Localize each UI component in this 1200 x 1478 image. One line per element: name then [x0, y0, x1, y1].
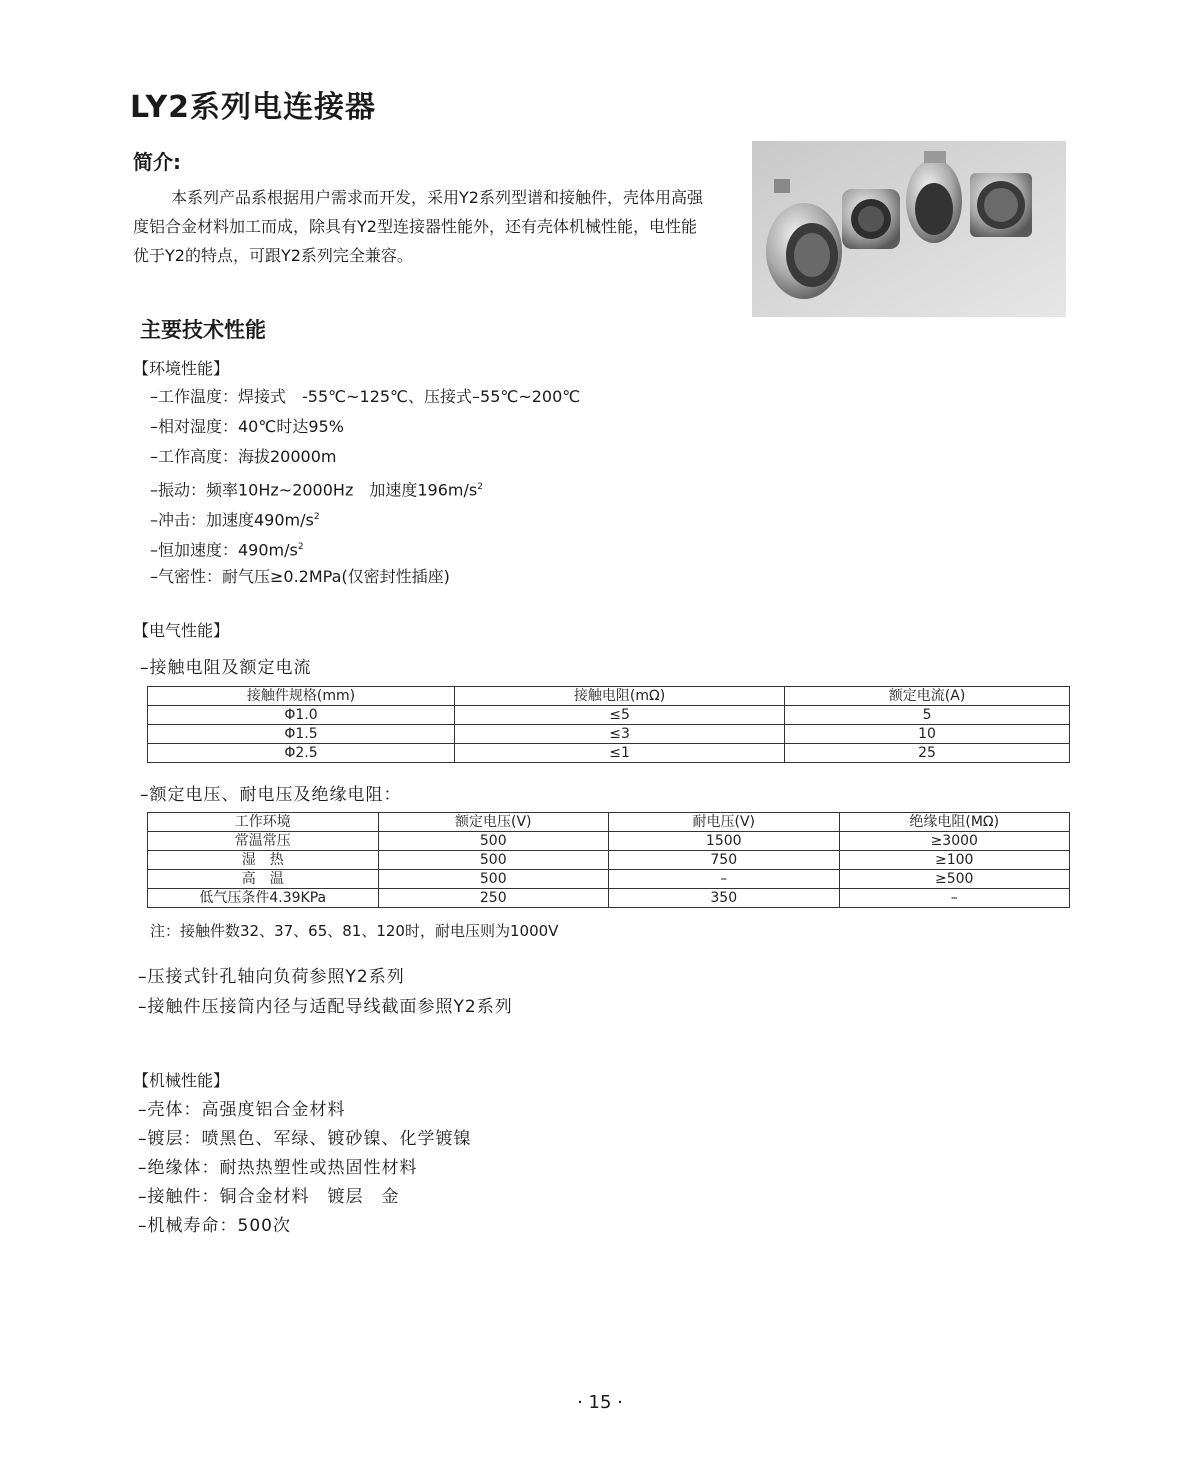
list-item: –压接式针孔轴向负荷参照Y2系列: [138, 967, 405, 987]
list-item: –冲击：加速度$490m/s^2$: [150, 510, 320, 530]
table-header: 耐电压(V): [609, 813, 840, 832]
intro-text: [133, 183, 703, 270]
electrical-label: 【电气性能】: [133, 621, 230, 640]
mechanical-label: 【机械性能】: [133, 1071, 230, 1090]
table-cell: ≤1: [455, 744, 785, 763]
table-cell: 350: [609, 889, 840, 908]
table-row: [148, 870, 1070, 889]
table-row: [148, 706, 1070, 725]
table-cell: 750: [609, 851, 840, 870]
list-item: –接触件：铜合金材料 镀层 金: [138, 1187, 400, 1207]
table-cell: Φ1.5: [148, 725, 455, 744]
list-item: –工作高度：海拔20000m: [150, 447, 337, 466]
table-header: 额定电流(A): [785, 687, 1070, 706]
table-cell: 10: [785, 725, 1070, 744]
list-item: –镀层：喷黑色、军绿、镀砂镍、化学镀镍: [138, 1129, 472, 1149]
product-photo: [752, 141, 1066, 317]
table-header: 接触电阻(mΩ): [455, 687, 785, 706]
table-cell: Φ1.0: [148, 706, 455, 725]
table-cell: ≥3000: [839, 832, 1070, 851]
table-row: [148, 832, 1070, 851]
page-title: LY2系列电连接器: [130, 90, 377, 125]
table-cell: 500: [378, 832, 609, 851]
electrical-extra-list: [138, 962, 513, 1022]
contact-resistance-heading: –接触电阻及额定电流: [140, 658, 312, 678]
table-row: [148, 744, 1070, 763]
contact-table: [147, 686, 1070, 763]
list-item: –工作温度：焊接式 -55℃~125℃、压接式–55℃~200℃: [150, 387, 581, 406]
table-cell: 5: [785, 706, 1070, 725]
list-item: –绝缘体：耐热热塑性或热固性材料: [138, 1158, 418, 1178]
table-row: [148, 725, 1070, 744]
table-header: 工作环境: [148, 813, 379, 832]
table-cell: 250: [378, 889, 609, 908]
table-cell: Φ2.5: [148, 744, 455, 763]
list-item: –相对湿度：40℃时达95%: [150, 417, 344, 436]
table-header-row: [148, 687, 1070, 706]
voltage-heading: –额定电压、耐电压及绝缘电阻：: [140, 785, 402, 805]
list-item: –振动：频率10Hz~2000Hz 加速度$196m/s^2$: [150, 480, 483, 500]
table-header-row: [148, 813, 1070, 832]
mechanical-list: [138, 1096, 472, 1241]
voltage-table: [147, 812, 1070, 908]
table-header: 额定电压(V): [378, 813, 609, 832]
list-item: –气密性：耐气压≥0.2MPa(仅密封性插座): [150, 567, 450, 586]
intro-paragraph: 本系列产品系根据用户需求而开发，采用Y2系列型谱和接触件，壳体用高强度铝合金材料加工而成，除具有Y2型连接器性能外，还有壳体机械性能，电性能优于Y2的特点，可跟Y2系列完全兼容。: [133, 188, 703, 265]
table-cell: –: [609, 870, 840, 889]
table-cell: ≥100: [839, 851, 1070, 870]
table-cell: –: [839, 889, 1070, 908]
environment-list: [150, 382, 580, 592]
table-cell: ≥500: [839, 870, 1070, 889]
list-item: –壳体：高强度铝合金材料: [138, 1100, 346, 1120]
table-cell: 高 温: [148, 870, 379, 889]
table-cell: 低气压条件4.39KPa: [148, 889, 379, 908]
connectors-image: [752, 141, 1066, 317]
table-cell: 500: [378, 870, 609, 889]
table-row: [148, 889, 1070, 908]
table-cell: 湿 热: [148, 851, 379, 870]
table-note: 注：接触件数32、37、65、81、120时，耐电压则为1000V: [150, 922, 559, 940]
list-item: –恒加速度：$490m/s^2$: [150, 540, 304, 560]
table-cell: 500: [378, 851, 609, 870]
intro-heading: 简介:: [133, 150, 181, 174]
table-header: 绝缘电阻(MΩ): [839, 813, 1070, 832]
list-item: –接触件压接筒内径与适配导线截面参照Y2系列: [138, 997, 513, 1017]
list-item: –机械寿命：500次: [138, 1216, 291, 1236]
table-cell: 1500: [609, 832, 840, 851]
table-header: 接触件规格(mm): [148, 687, 455, 706]
table-cell: 常温常压: [148, 832, 379, 851]
environment-label: 【环境性能】: [133, 359, 230, 378]
page-number: · 15 ·: [577, 1392, 623, 1413]
main-specs-heading: 主要技术性能: [140, 318, 266, 342]
table-cell: ≤3: [455, 725, 785, 744]
table-cell: ≤5: [455, 706, 785, 725]
table-row: [148, 851, 1070, 870]
table-cell: 25: [785, 744, 1070, 763]
